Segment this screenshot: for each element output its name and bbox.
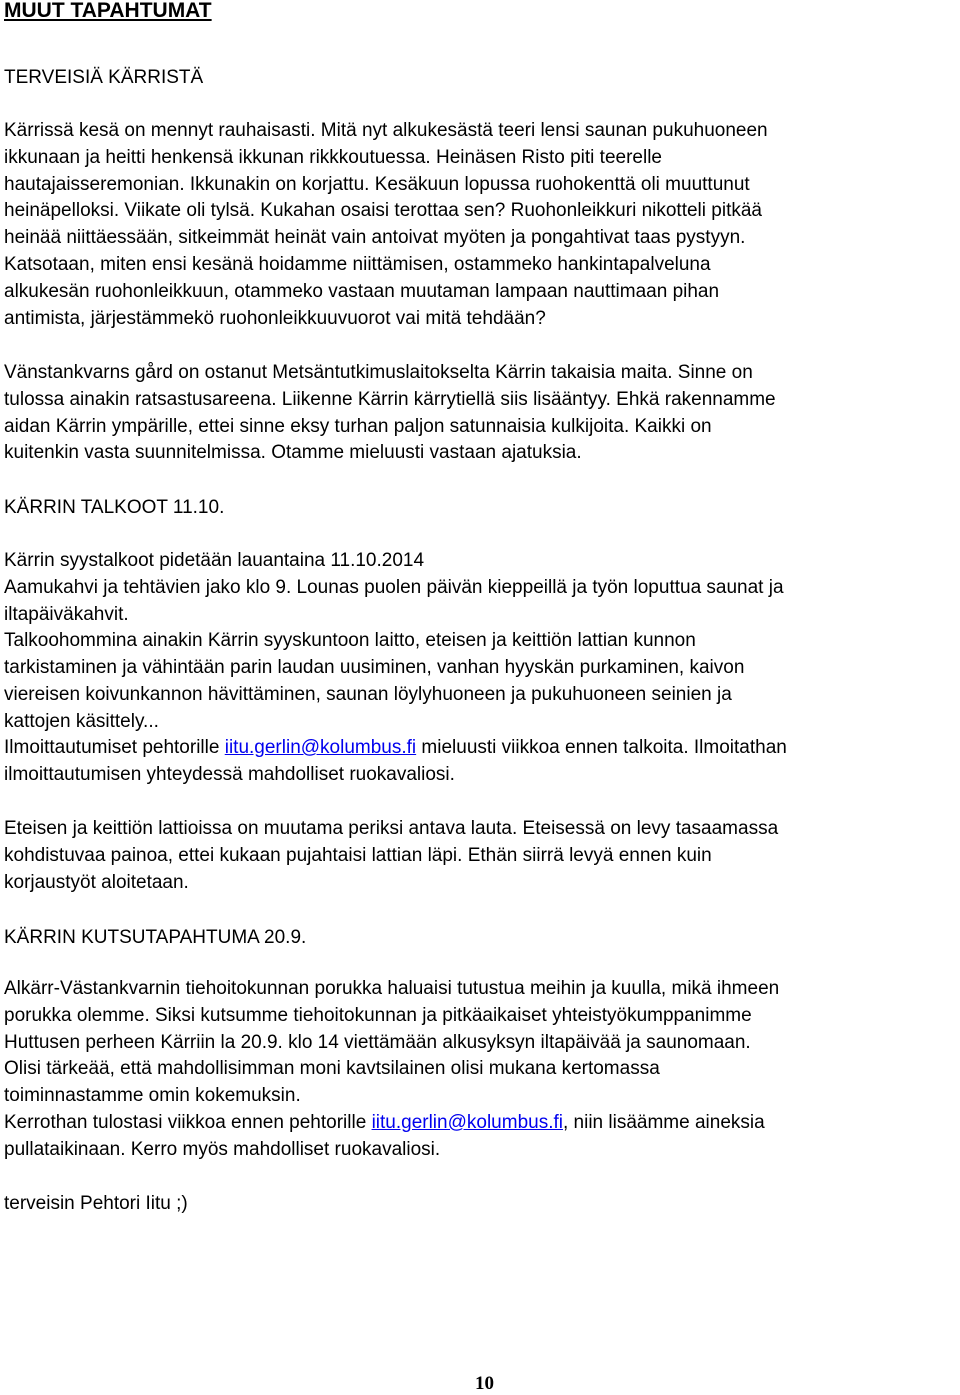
signup-text-after: mieluusti viikkoa ennen talkoita. Ilmoitathan ilmoittautumisen yhteydessä mahdolliset ruokavaliosi. <box>4 737 787 785</box>
email-link[interactable]: iitu.gerlin@kolumbus.fi <box>224 737 417 758</box>
article-heading-invitation: KÄRRIN KUTSUTAPAHTUMA 20.9. <box>4 927 307 948</box>
contact-text-after: , niin lisäämme aineksia pullataikinaan. Kerro myös mahdolliset ruokavaliosi. <box>4 1112 765 1160</box>
article-heading-greetings: TERVEISIÄ KÄRRISTÄ <box>4 67 204 88</box>
page-number: 10 <box>475 1373 494 1394</box>
work-party-signup-paragraph <box>4 735 956 789</box>
greetings-paragraph-1: Kärrissä kesä on mennyt rauhaisasti. Mitä nyt alkukesästä teeri lensi saunan pukuhuoneen ikkunaan ja heitti henkensä ikkunan rikkkoutuessa. Heinäsen Risto piti teerelle hautajaisseremonian. Ikkunakin on korjattu. Kesäkuun lopussa ruohokenttä oli muuttunut heinäpelloksi. Viikate oli tylsä. Kukahan osaisi terottaa sen? Ruohonleikkuri nikotteli pitkää heinää niittäessään, sitkeimmät heinät vain antoivat myöten ja pongahtivat taas pystyyn. Katsotaan, miten ensi kesänä hoidamme niittämisen, ostammeko hankintapalveluna alkukesän ruohonleikkuun, otammeko vastaan muutaman lampaan nauttimaan pihan antimista, järjestämmekö ruohonleikkuuvuorot vai mitä tehdään? <box>4 120 768 329</box>
greetings-paragraph-2: Vänstankvarns gård on ostanut Metsäntutkimuslaitokselta Kärrin takaisia maita. Sinne on tulossa ainakin ratsastusareena. Liikenne Kärrin kärrytiellä siis lisääntyy. Ehkä rakennamme aidan Kärrin ympärille, ettei sinne eksy turhan paljon satunnaisia kulkijoita. Kaikki on kuitenkin vasta suunnitelmissa. Otamme mieluusti vastaan ajatuksia. <box>4 362 776 464</box>
email-link[interactable]: iitu.gerlin@kolumbus.fi <box>371 1112 563 1133</box>
signoff: terveisin Pehtori Iitu ;) <box>4 1193 188 1214</box>
work-party-paragraph-1: Kärrin syystalkoot pidetään lauantaina 11.10.2014 Aamukahvi ja tehtävien jako klo 9. Lounas puolen päivän kieppeillä ja työn loputtua saunat ja iltapäiväkahvit. Talkoohommina ainakin Kärrin syyskuntoon laitto, eteisen ja keittiön lattian kunnon tarkistaminen ja vähintään parin laudan uusiminen, vanhan hyyskän purkaminen, kaivon viereisen koivunkannon hävittäminen, saunan löylyhuoneen ja pukuhuoneen seinien ja kattojen käsittely... <box>4 550 784 732</box>
work-party-paragraph-2: Eteisen ja keittiön lattioissa on muutama periksi antava lauta. Eteisessä on levy tasaamassa kohdistuvaa painoa, ettei kukaan pujahtaisi lattian läpi. Ethän siirrä levyä ennen kuin korjaustyöt aloitetaan. <box>4 818 779 893</box>
article-heading-work-party: KÄRRIN TALKOOT 11.10. <box>4 497 225 518</box>
contact-text-before: Kerrothan tulostasi viikkoa ennen pehtorille <box>4 1112 372 1133</box>
section-title: MUUT TAPAHTUMAT <box>4 0 212 22</box>
invitation-paragraph-1: Alkärr-Västankvarnin tiehoitokunnan porukka haluaisi tutustua meihin ja kuulla, mikä ihmeen porukka olemme. Siksi kutsumme tiehoitokunnan ja pitkäaikaiset yhteistyökumppanimme Huttusen perheen Kärriin la 20.9. klo 14 viettämään alkusyksyn iltapäivää ja saunomaan. Olisi tärkeää, että mahdollisimman moni kavtsilainen olisi mukana kertomassa toiminnastamme omin kokemuksin. <box>4 978 780 1107</box>
signup-text-before: Ilmoittautumiset pehtorille <box>4 737 225 758</box>
invitation-contact-paragraph <box>4 1110 956 1164</box>
